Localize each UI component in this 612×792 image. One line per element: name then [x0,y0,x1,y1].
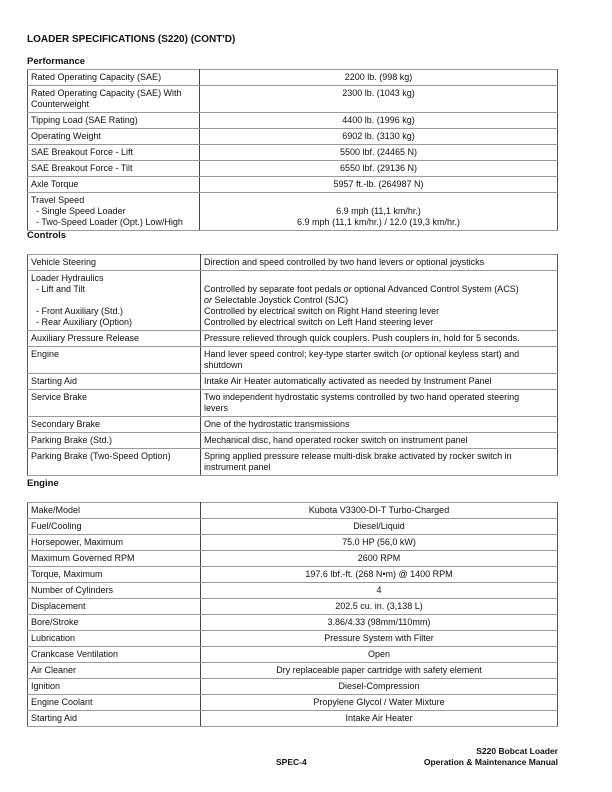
spec-row [28,145,558,161]
spec-value [201,390,558,417]
spec-label-line: Number of Cylinders [31,585,114,595]
spec-label-line: Ignition [31,681,61,691]
spec-label-line: Air Cleaner [31,665,77,675]
spec-label [28,374,201,390]
spec-value-line: Propylene Glycol / Water Mixture [313,697,445,707]
spec-label-line [31,360,197,371]
spec-label [28,433,201,449]
spec-label [28,615,201,631]
spec-label [28,129,200,145]
spec-value-line: 2300 lb. (1043 kg) [342,88,415,98]
spec-label-line: Rated Operating Capacity (SAE) With [31,88,182,98]
spec-row [28,331,558,347]
spec-value-line: 2600 RPM [357,553,401,563]
spec-value [201,711,558,727]
spec-value [201,374,558,390]
spec-value [200,177,558,193]
spec-value [200,86,558,113]
spec-label-line: Parking Brake (Two-Speed Option) [31,451,171,461]
spec-value-line: One of the hydrostatic transmissions [204,419,350,429]
spec-value [200,145,558,161]
spec-value [201,631,558,647]
spec-label [28,86,200,113]
spec-label [28,161,200,177]
spec-value-line: Two independent hydrostatic systems controlled by two hand operated steering [204,392,520,402]
spec-row [28,711,558,727]
spec-label-line: Starting Aid [31,376,78,386]
page-number: SPEC-4 [276,757,307,767]
spec-value [201,347,558,374]
spec-label-line: - Front Auxiliary (Std.) [31,306,124,316]
spec-label-line: Engine Coolant [31,697,93,707]
spec-value-line: levers [204,403,229,413]
spec-label-line: Travel Speed [31,195,85,205]
spec-label [28,271,201,331]
spec-label-line: Tipping Load (SAE Rating) [31,115,138,125]
spec-label [28,647,201,663]
spec-value-line: Kubota V3300-DI-T Turbo-Charged [308,505,450,515]
spec-label-line [31,462,197,473]
spec-value-line: Controlled by electrical switch on Left Hand steering lever [204,317,434,327]
spec-row [28,255,558,271]
spec-value-line: Open [367,649,391,659]
spec-value-line [203,195,554,206]
spec-row [28,417,558,433]
spec-label [28,679,201,695]
section-heading-engine: Engine [27,478,59,489]
spec-value-line: Controlled by electrical switch on Right Hand steering lever [204,306,440,316]
spec-label-line: Engine [31,349,60,359]
spec-label [28,113,200,129]
spec-row [28,663,558,679]
spec-value [201,449,558,476]
spec-value [201,647,558,663]
spec-value-line: 2200 lb. (998 kg) [344,72,413,82]
spec-row [28,347,558,374]
spec-value-line: shutdown [204,360,243,370]
spec-value-line: 6.9 mph (11,1 km/hr.) [336,206,421,216]
spec-value [201,417,558,433]
spec-row [28,679,558,695]
spec-value-line [203,99,554,110]
spec-label [28,70,200,86]
spec-label-line: Maximum Governed RPM [31,553,135,563]
spec-value [200,161,558,177]
spec-value [201,663,558,679]
spec-label-line: Lubrication [31,633,76,643]
spec-row [28,631,558,647]
spec-label-line: Make/Model [31,505,81,515]
spec-label-line: Bore/Stroke [31,617,79,627]
spec-row [28,271,558,331]
spec-value [201,433,558,449]
spec-label-line: Auxiliary Pressure Release [31,333,140,343]
spec-label [28,663,201,679]
spec-label [28,519,201,535]
spec-label [28,551,201,567]
spec-label-line: - Two-Speed Loader (Opt.) Low/High [31,217,183,227]
spec-value-line: or Selectable Joystick Control (SJC) [204,295,349,305]
spec-row [28,647,558,663]
spec-value-line: Intake Air Heater [345,713,413,723]
spec-value [201,679,558,695]
footer-manual: Operation & Maintenance Manual [423,757,558,767]
spec-row [28,390,558,417]
spec-label [28,347,201,374]
spec-label-line: SAE Breakout Force - Lift [31,147,134,157]
spec-value-line: 6902 lb. (3130 kg) [342,131,415,141]
spec-value-line: Diesel-Compression [338,681,420,691]
spec-value [201,255,558,271]
spec-label [28,583,201,599]
spec-label [28,390,201,417]
spec-row [28,503,558,519]
spec-label-line: Crankcase Ventilation [31,649,119,659]
spec-value-line: Pressure System with Filter [324,633,434,643]
spec-label [28,631,201,647]
spec-value [201,599,558,615]
spec-value-line: Controlled by separate foot pedals or optional Advanced Control System (ACS) [204,284,519,294]
spec-row [28,615,558,631]
spec-value [201,567,558,583]
spec-label-line: - Lift and Tilt [31,284,86,294]
spec-row [28,449,558,476]
spec-label-line [31,295,197,306]
spec-row [28,551,558,567]
spec-label-line [31,403,197,414]
spec-row [28,161,558,177]
spec-row [28,193,558,231]
spec-row [28,86,558,113]
spec-value [201,551,558,567]
spec-value-line: Intake Air Heater automatically activated as needed by Instrument Panel [204,376,492,386]
spec-row [28,433,558,449]
section-heading-controls: Controls [27,230,67,241]
spec-label [28,711,201,727]
spec-value [201,615,558,631]
spec-value-line: Mechanical disc, hand operated rocker switch on instrument panel [204,435,468,445]
engine-spec-table [27,502,558,727]
spec-value [200,70,558,86]
spec-label [28,177,200,193]
spec-label-line: Torque, Maximum [31,569,103,579]
spec-row [28,129,558,145]
spec-value [201,695,558,711]
spec-value-line: 202.5 cu. in. (3,138 L) [335,601,423,611]
spec-value [201,503,558,519]
spec-label [28,331,201,347]
spec-label-line: Service Brake [31,392,88,402]
spec-label-line: Axle Torque [31,179,79,189]
page-title: LOADER SPECIFICATIONS (S220) (CONT'D) [27,34,236,45]
spec-label-line: Secondary Brake [31,419,101,429]
spec-label-line: Counterweight [31,99,90,109]
spec-label-line: - Single Speed Loader [31,206,126,216]
spec-value-line: Diesel/Liquid [353,521,405,531]
spec-value [200,129,558,145]
spec-label-line: Rated Operating Capacity (SAE) [31,72,162,82]
spec-value-line: Spring applied pressure release multi-disk brake activated by rocker switch in [204,451,512,461]
spec-value-line [204,273,554,284]
spec-label [28,535,201,551]
spec-row [28,113,558,129]
spec-label [28,695,201,711]
spec-value [201,519,558,535]
spec-value-line: 5957 ft.-lb. (264987 N) [333,179,424,189]
spec-label-line: Horsepower, Maximum [31,537,124,547]
spec-value-line: 6.9 mph (11,1 km/hr.) / 12.0 (19,3 km/hr.) [297,217,460,227]
spec-value-line: 4 [376,585,382,595]
spec-row [28,583,558,599]
spec-label-line: - Rear Auxiliary (Option) [31,317,133,327]
spec-label-line: Parking Brake (Std.) [31,435,113,445]
spec-row [28,535,558,551]
spec-label [28,193,200,231]
spec-row [28,567,558,583]
spec-row [28,374,558,390]
spec-label-line: Vehicle Steering [31,257,97,267]
spec-row [28,519,558,535]
spec-value-line: 75.0 HP (56,0 kW) [342,537,416,547]
spec-value-line: 6550 lbf. (29136 N) [339,163,418,173]
spec-value-line: 4400 lb. (1996 kg) [342,115,415,125]
performance-spec-table [27,69,558,231]
spec-row [28,599,558,615]
footer-product: S220 Bobcat Loader [476,746,558,756]
spec-label-line: Fuel/Cooling [31,521,82,531]
spec-label [28,599,201,615]
spec-value-line: 197.6 lbf.-ft. (268 N•m) @ 1400 RPM [305,569,453,579]
spec-value-line: 5500 lbf. (24465 N) [339,147,418,157]
spec-value-line: Dry replaceable paper cartridge with safety element [276,665,482,675]
spec-label [28,503,201,519]
spec-label-line: Loader Hydraulics [31,273,104,283]
spec-row [28,177,558,193]
spec-value [201,271,558,331]
section-heading-performance: Performance [27,56,86,67]
spec-value [200,113,558,129]
spec-value-line: Hand lever speed control; key-type starter switch (or optional keyless start) and [204,349,520,359]
spec-label-line: Displacement [31,601,86,611]
spec-value [201,583,558,599]
spec-value-line: 3.86/4.33 (98mm/110mm) [327,617,431,627]
spec-value-line: Pressure relieved through quick couplers. Push couplers in, hold for 5 seconds. [204,333,520,343]
spec-label-line: Starting Aid [31,713,78,723]
spec-label [28,145,200,161]
spec-label [28,255,201,271]
spec-value-line: instrument panel [204,462,271,472]
spec-value-line: Direction and speed controlled by two hand levers or optional joysticks [204,257,485,267]
spec-row [28,70,558,86]
spec-label [28,567,201,583]
spec-value [201,535,558,551]
spec-label-line: SAE Breakout Force - Tilt [31,163,133,173]
spec-value [201,331,558,347]
spec-label [28,417,201,433]
controls-spec-table [27,254,558,476]
spec-label-line: Operating Weight [31,131,101,141]
spec-label [28,449,201,476]
spec-row [28,695,558,711]
spec-value [200,193,558,231]
